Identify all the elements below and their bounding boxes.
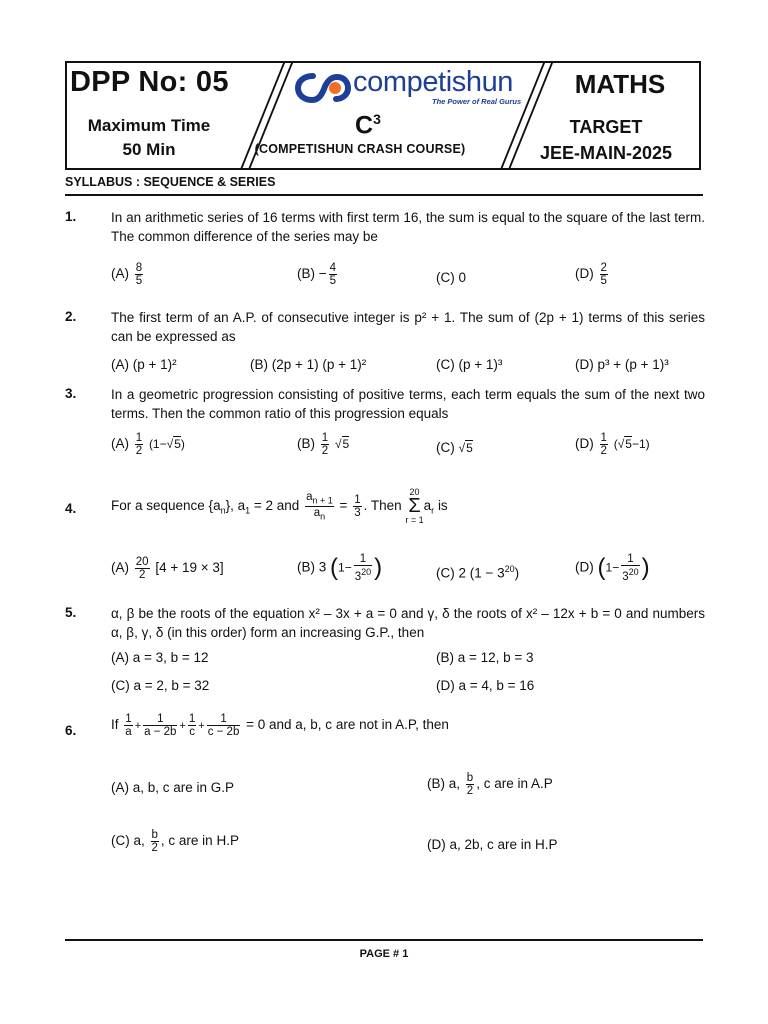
target-exam: JEE-MAIN-2025	[539, 143, 673, 163]
option-c: (C) a = 2, b = 32	[111, 678, 210, 693]
option-d: (D) (1− $\frac{1}{3^{20}}$ )	[575, 553, 650, 583]
question-text: For a sequence $\{a_n\}$, $a_1 = 2$ and $\frac{a_{n + 1}}{a_n}$ = $\frac{1}{3}$ . Then 20 Σ r = 1 $a_r$ is	[111, 487, 448, 526]
course-code-sup: 3	[373, 111, 381, 127]
brand-tagline: The Power of Real Gurus	[432, 97, 522, 106]
max-time-label: Maximum Time	[87, 116, 211, 135]
option-a: (A) $\frac{8}{5}$	[111, 262, 143, 287]
option-b: (B) a = 12, b = 3	[436, 650, 534, 665]
option-b: (B) $\frac{1}{2}$ √5	[297, 432, 350, 457]
question-number: 3.	[65, 386, 77, 401]
option-d: (D) p³ + (p + 1)³	[575, 357, 669, 372]
option-d: (D) a = 4, b = 16	[436, 678, 535, 693]
footer-divider	[65, 939, 703, 941]
option-d: (D) $\frac{1}{2}$ (√5−1)	[575, 432, 650, 457]
brand-name: competishun	[353, 66, 514, 98]
course-code-letter: C	[355, 111, 374, 140]
option-c: (C) 0	[436, 270, 466, 285]
question-text: In a geometric progression consisting of positive terms, each term equals the sum of the next two terms. Then the common ratio of this progression equals	[111, 387, 705, 421]
question-number: 6.	[65, 723, 77, 738]
option-a: (A) a, b, c are in G.P	[111, 780, 235, 795]
option-c: (C) (p + 1)³	[436, 357, 503, 372]
question-text: α, β be the roots of the equation x² – 3x + a = 0 and γ, δ the roots of x² – 12x + b = 0 and numbers α, β, γ, δ (in this order) form an increasing G.P., then	[111, 606, 705, 640]
option-a: (A) $\frac{20}{2}$ [4 + 19 × 3]	[111, 556, 224, 581]
question-number: 5.	[65, 605, 77, 620]
option-d: (D) a, 2b, c are in H.P	[427, 837, 558, 852]
option-b: (B) (2p + 1) (p + 1)²	[250, 357, 367, 372]
target-label: TARGET	[569, 117, 643, 137]
question-number: 1.	[65, 209, 77, 224]
syllabus: SYLLABUS : SEQUENCE & SERIES	[65, 175, 276, 189]
subject-title: MATHS	[574, 69, 666, 99]
option-b: (B) a, $\frac{b}{2}$ , c are in A.P	[427, 772, 553, 797]
option-c: (C) a, $\frac{b}{2}$ , c are in H.P	[111, 829, 239, 854]
course-name: (COMPETISHUN CRASH COURSE)	[254, 142, 466, 156]
max-time-value: 50 Min	[122, 140, 176, 159]
option-a: (A) a = 3, b = 12	[111, 650, 209, 665]
question-number: 4.	[65, 501, 77, 516]
page-number: PAGE # 1	[359, 948, 409, 960]
option-b: (B) − $\frac{4}{5}$	[297, 262, 337, 287]
target	[522, 114, 690, 166]
question-text: The first term of an A.P. of consecutive integer is p² + 1. The sum of (2p + 1) terms of this series can be expressed as	[111, 310, 705, 344]
divider	[65, 194, 703, 196]
course-code	[355, 111, 381, 140]
question-text: In an arithmetic series of 16 terms with first term 16, the sum is equal to the square of the last term. The common difference of the series may be	[111, 210, 705, 244]
option-a: (A) $\frac{1}{2}$ (1−√5)	[111, 432, 185, 457]
option-a: (A) (p + 1)²	[111, 357, 177, 372]
option-c: (C) √5	[436, 440, 473, 455]
option-c: (C) 2 $(1 - 3^{20})$	[436, 564, 520, 581]
question-number: 2.	[65, 309, 77, 324]
option-b: (B) 3 (1− $\frac{1}{3^{20}}$ )	[297, 553, 383, 583]
dpp-number: DPP No: 05	[70, 66, 229, 98]
summation: 20 Σ r = 1	[405, 487, 424, 526]
competishun-logo-icon	[295, 70, 351, 106]
max-time	[70, 114, 228, 162]
question-text: If $\frac{1}{a}$ + $\frac{1}{a - 2b}$ + $\frac{1}{c}$ + $\frac{1}{c - 2b}$ = 0 and a, b, c are not in A.P, then	[111, 713, 449, 738]
option-d: (D) $\frac{2}{5}$	[575, 262, 607, 287]
